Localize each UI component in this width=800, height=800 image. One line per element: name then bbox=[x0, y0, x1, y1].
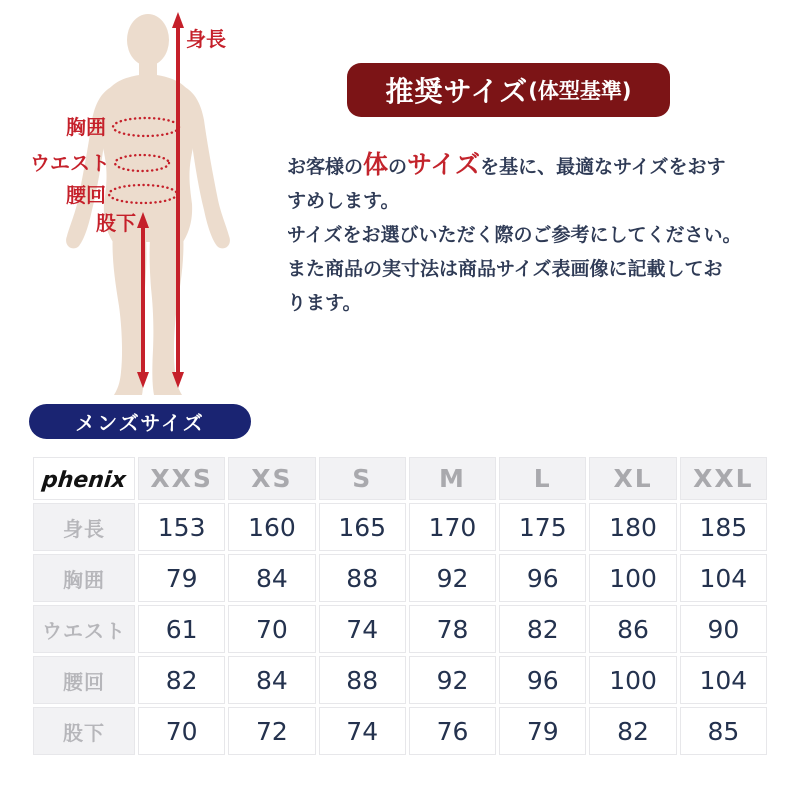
size-value-cell: 165 bbox=[319, 503, 406, 551]
size-value-cell: 85 bbox=[680, 707, 767, 755]
table-row bbox=[33, 656, 767, 704]
mens-size-badge bbox=[29, 404, 251, 439]
size-col-header: XXS bbox=[138, 457, 225, 500]
body-diagram-svg bbox=[30, 8, 280, 400]
height-label: 身長 bbox=[186, 27, 226, 51]
size-value-cell: 185 bbox=[680, 503, 767, 551]
size-value-cell: 72 bbox=[228, 707, 315, 755]
hip-label: 腰回 bbox=[66, 183, 106, 207]
size-value-cell: 61 bbox=[138, 605, 225, 653]
size-value-cell: 82 bbox=[589, 707, 676, 755]
size-value-cell: 96 bbox=[499, 656, 586, 704]
size-value-cell: 92 bbox=[409, 656, 496, 704]
size-value-cell: 88 bbox=[319, 554, 406, 602]
size-value-cell: 175 bbox=[499, 503, 586, 551]
table-row bbox=[33, 707, 767, 755]
mens-size-label: メンズサイズ bbox=[75, 411, 205, 435]
size-value-cell: 82 bbox=[138, 656, 225, 704]
title-sub-text: (体型基準) bbox=[528, 79, 632, 103]
recommended-size-title-badge bbox=[347, 63, 670, 117]
size-value-cell: 74 bbox=[319, 707, 406, 755]
intro-line-4: また商品の実寸法は商品サイズ表画像に記載してお bbox=[287, 258, 723, 280]
intro-line-2: すめします。 bbox=[287, 190, 400, 212]
size-col-header: L bbox=[499, 457, 586, 500]
size-value-cell: 160 bbox=[228, 503, 315, 551]
inseam-label: 股下 bbox=[96, 211, 136, 235]
size-value-cell: 70 bbox=[228, 605, 315, 653]
intro-emphasis-body: 体 bbox=[363, 150, 389, 179]
size-col-header: XXL bbox=[680, 457, 767, 500]
size-col-header: S bbox=[319, 457, 406, 500]
row-label: 股下 bbox=[33, 707, 135, 755]
intro-line-5: ります。 bbox=[287, 292, 362, 314]
intro-emphasis-size: サイズ bbox=[407, 150, 481, 179]
size-col-header: M bbox=[409, 457, 496, 500]
size-value-cell: 104 bbox=[680, 656, 767, 704]
size-value-cell: 82 bbox=[499, 605, 586, 653]
row-label: 腰回 bbox=[33, 656, 135, 704]
intro-line-1 bbox=[287, 148, 797, 184]
size-value-cell: 84 bbox=[228, 554, 315, 602]
size-value-cell: 88 bbox=[319, 656, 406, 704]
intro-text: お客様の bbox=[287, 156, 364, 178]
size-table bbox=[30, 454, 770, 758]
row-label: 胸囲 bbox=[33, 554, 135, 602]
size-value-cell: 78 bbox=[409, 605, 496, 653]
intro-paragraph bbox=[287, 148, 797, 320]
waist-label: ウエスト bbox=[30, 151, 110, 175]
table-row bbox=[33, 605, 767, 653]
size-value-cell: 84 bbox=[228, 656, 315, 704]
size-value-cell: 79 bbox=[138, 554, 225, 602]
size-value-cell: 180 bbox=[589, 503, 676, 551]
size-value-cell: 76 bbox=[409, 707, 496, 755]
size-value-cell: 92 bbox=[409, 554, 496, 602]
intro-text: を基に、最適なサイズをおす bbox=[480, 156, 726, 178]
size-value-cell: 86 bbox=[589, 605, 676, 653]
intro-line-3: サイズをお選びいただく際のご参考にしてください。 bbox=[287, 224, 742, 246]
size-table-header-row bbox=[33, 457, 767, 500]
size-value-cell: 100 bbox=[589, 554, 676, 602]
size-value-cell: 70 bbox=[138, 707, 225, 755]
size-col-header: XL bbox=[589, 457, 676, 500]
body-measurement-diagram bbox=[30, 8, 280, 400]
size-value-cell: 153 bbox=[138, 503, 225, 551]
table-row bbox=[33, 554, 767, 602]
size-value-cell: 100 bbox=[589, 656, 676, 704]
brand-logo-cell bbox=[33, 457, 135, 500]
size-col-header: XS bbox=[228, 457, 315, 500]
size-table-body bbox=[33, 503, 767, 755]
title-main-text: 推奨サイズ bbox=[385, 75, 529, 108]
size-value-cell: 74 bbox=[319, 605, 406, 653]
row-label: ウエスト bbox=[33, 605, 135, 653]
size-value-cell: 79 bbox=[499, 707, 586, 755]
intro-text: の bbox=[388, 156, 408, 178]
phenix-logo: phenix bbox=[40, 468, 128, 493]
size-value-cell: 104 bbox=[680, 554, 767, 602]
chest-label: 胸囲 bbox=[66, 115, 106, 139]
size-value-cell: 90 bbox=[680, 605, 767, 653]
row-label: 身長 bbox=[33, 503, 135, 551]
size-value-cell: 96 bbox=[499, 554, 586, 602]
size-value-cell: 170 bbox=[409, 503, 496, 551]
table-row bbox=[33, 503, 767, 551]
